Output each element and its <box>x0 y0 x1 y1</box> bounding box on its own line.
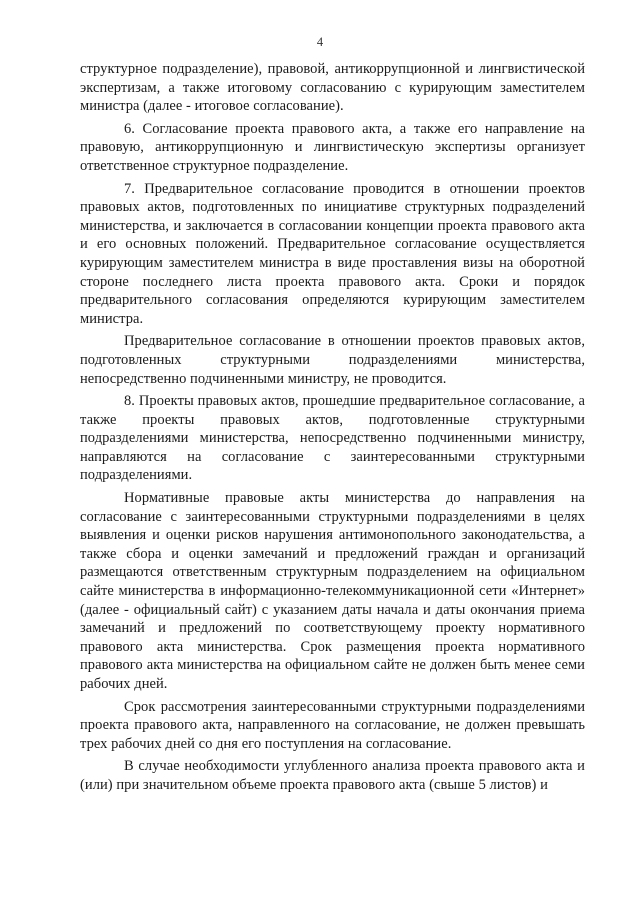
paragraph-item-7: 7. Предварительное согласование проводится в отношении проектов правовых актов, подготовленных по инициативе структурных подразделений министерства, и заключается в согласовании концепции проекта правового акта и его основных положений. Предварительное согласование осуществляется курирующим заместителем министра в виде проставления визы на оборотной стороне последнего листа проекта правового акта. Сроки и порядок предварительного согласования определяются курирующим заместителем министра. <box>80 180 585 327</box>
paragraph-continuation: структурное подразделение), правовой, антикоррупционной и лингвистической экспертизам, а также итоговому согласованию с курирующим заместителем министра (далее - итоговое согласование). <box>80 61 585 115</box>
document-body <box>80 60 585 797</box>
paragraph-item-6: 6. Согласование проекта правового акта, а также его направление на правовую, антикоррупционную и лингвистическую экспертизы организует ответственное структурное подразделение. <box>80 120 585 174</box>
paragraph-item-8: 8. Проекты правовых актов, прошедшие предварительное согласование, а также проекты правовых актов, подготовленные структурными подразделениями министерства, непосредственно подчиненными министру, направляются на согласование с заинтересованными структурными подразделениями. <box>80 393 585 484</box>
paragraph-in-depth-analysis: В случае необходимости углубленного анализа проекта правового акта и (или) при значительном объеме проекта правового акта (свыше 5 листов) и <box>80 758 585 793</box>
paragraph-normative-acts: Нормативные правовые акты министерства до направления на согласование с заинтересованными структурными подразделениями в целях выявления и оценки рисков нарушения антимонопольного законодательства, а также сбора и оценки замечаний и предложений граждан и организаций размещаются ответственным структурным подразделением на официальном сайте министерства в информационно-телекоммуникационной сети «Интернет» (далее - официальный сайт) с указанием даты начала и даты окончания приема замечаний и предложений по соответствующему проекту нормативного правового акта министерства. Срок размещения проекта нормативного правового акта министерства на официальном сайте не должен быть менее семи рабочих дней. <box>80 490 585 692</box>
paragraph-item-7-note: Предварительное согласование в отношении проектов правовых актов, подготовленных структурными подразделениями министерства, непосредственно подчиненными министру, не проводится. <box>80 333 585 387</box>
paragraph-review-term: Срок рассмотрения заинтересованными структурными подразделениями проекта правового акта, направленного на согласование, не должен превышать трех рабочих дней со дня его поступления на согласование. <box>80 698 585 752</box>
page-number: 4 <box>316 35 324 49</box>
